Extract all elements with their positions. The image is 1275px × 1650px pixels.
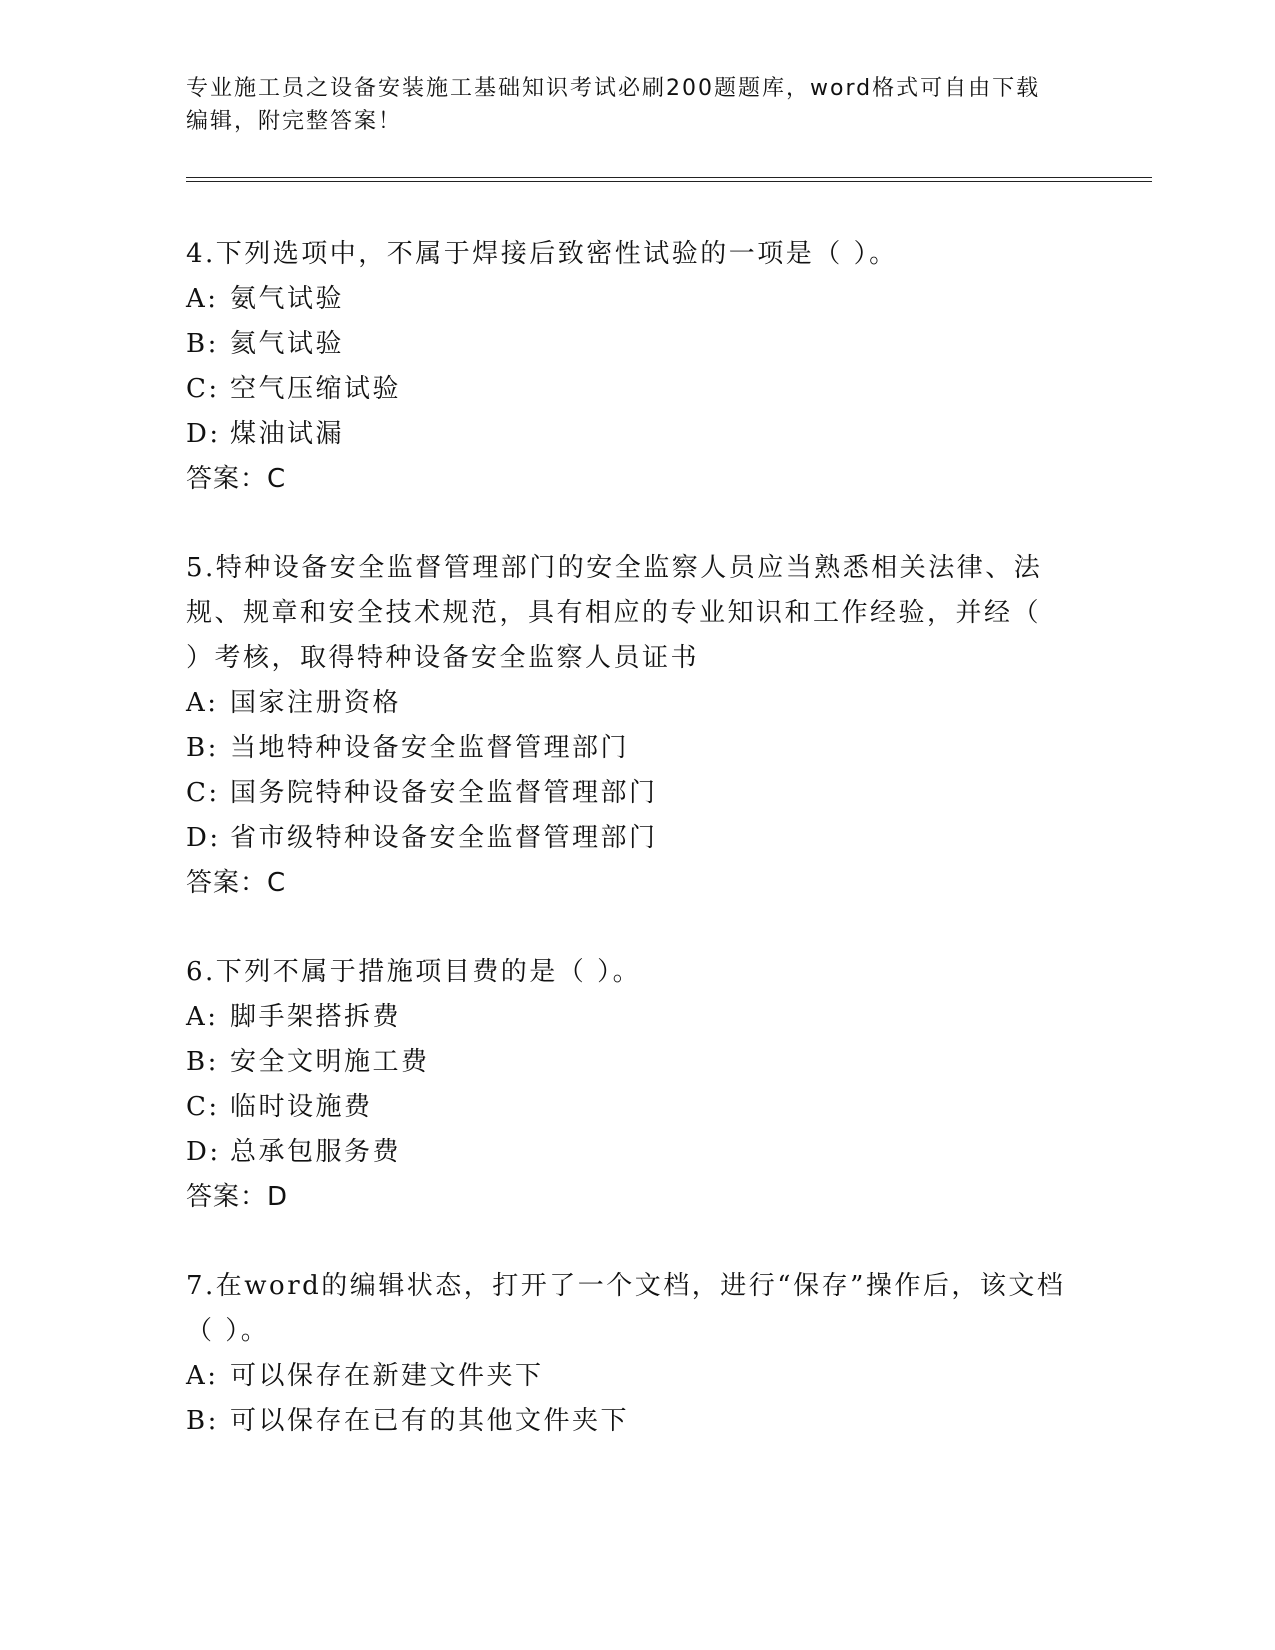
question-item <box>186 232 1066 502</box>
option-text: 国务院特种设备安全监督管理部门 <box>230 778 658 808</box>
option-letter: A: <box>186 284 219 314</box>
option-text: 当地特种设备安全监督管理部门 <box>230 733 630 763</box>
option-letter: C: <box>186 778 220 808</box>
option-text: 空气压缩试验 <box>230 374 402 404</box>
option-text: 脚手架搭拆费 <box>230 1002 402 1032</box>
answer-text: 答案：D <box>186 1182 289 1212</box>
option-a <box>186 277 1066 322</box>
question-text: 4.下列选项中，不属于焊接后致密性试验的一项是（ ）。 <box>186 239 898 269</box>
option-text: 临时设施费 <box>230 1092 373 1122</box>
option-letter: C: <box>186 1092 220 1122</box>
option-letter: D: <box>186 419 221 449</box>
header-divider-bottom <box>186 181 1152 182</box>
header-divider-top <box>186 177 1152 178</box>
option-b <box>186 322 1066 367</box>
option-a <box>186 681 1066 726</box>
answer-text: 答案：C <box>186 464 287 494</box>
option-b <box>186 1040 1066 1085</box>
header-title-line-2: 编辑，附完整答案！ <box>186 109 403 134</box>
question-item <box>186 1264 1066 1444</box>
option-letter: B: <box>186 329 219 359</box>
option-b <box>186 726 1066 771</box>
option-b <box>186 1399 1066 1444</box>
option-letter: A: <box>186 688 219 718</box>
option-letter: D: <box>186 823 221 853</box>
option-c <box>186 367 1066 412</box>
option-letter: B: <box>186 1047 219 1077</box>
option-letter: A: <box>186 1002 219 1032</box>
option-letter: A: <box>186 1361 219 1391</box>
option-letter: D: <box>186 1137 221 1167</box>
question-text: 6.下列不属于措施项目费的是（ ）。 <box>186 957 642 987</box>
header-title-line-1: 专业施工员之设备安装施工基础知识考试必刷200题题库，word格式可自由下载 <box>186 76 1041 101</box>
option-text: 可以保存在新建文件夹下 <box>230 1361 544 1391</box>
option-text: 国家注册资格 <box>230 688 402 718</box>
option-letter: C: <box>186 374 220 404</box>
option-c <box>186 771 1066 816</box>
question-text: 5.特种设备安全监督管理部门的安全监察人员应当熟悉相关法律、法规、规章和安全技术规范，具有相应的专业知识和工作经验，并经（ ）考核，取得特种设备安全监察人员证书 <box>186 553 1043 673</box>
option-text: 安全文明施工费 <box>230 1047 430 1077</box>
option-a <box>186 995 1066 1040</box>
answer-text: 答案：C <box>186 868 287 898</box>
option-letter: B: <box>186 733 219 763</box>
option-d <box>186 1130 1066 1175</box>
question-item <box>186 546 1066 906</box>
option-text: 可以保存在已有的其他文件夹下 <box>230 1406 630 1436</box>
question-item <box>186 950 1066 1220</box>
option-d <box>186 412 1066 457</box>
option-d <box>186 816 1066 861</box>
option-c <box>186 1085 1066 1130</box>
option-text: 省市级特种设备安全监督管理部门 <box>230 823 658 853</box>
option-text: 氨气试验 <box>230 284 345 314</box>
question-list <box>186 232 1066 1488</box>
option-a <box>186 1354 1066 1399</box>
document-header <box>186 72 1066 138</box>
option-text: 总承包服务费 <box>230 1137 402 1167</box>
option-text: 煤油试漏 <box>230 419 345 449</box>
option-letter: B: <box>186 1406 219 1436</box>
question-text: 7.在word的编辑状态，打开了一个文档，进行“保存”操作后，该文档（ ）。 <box>186 1271 1066 1346</box>
option-text: 氦气试验 <box>230 329 345 359</box>
